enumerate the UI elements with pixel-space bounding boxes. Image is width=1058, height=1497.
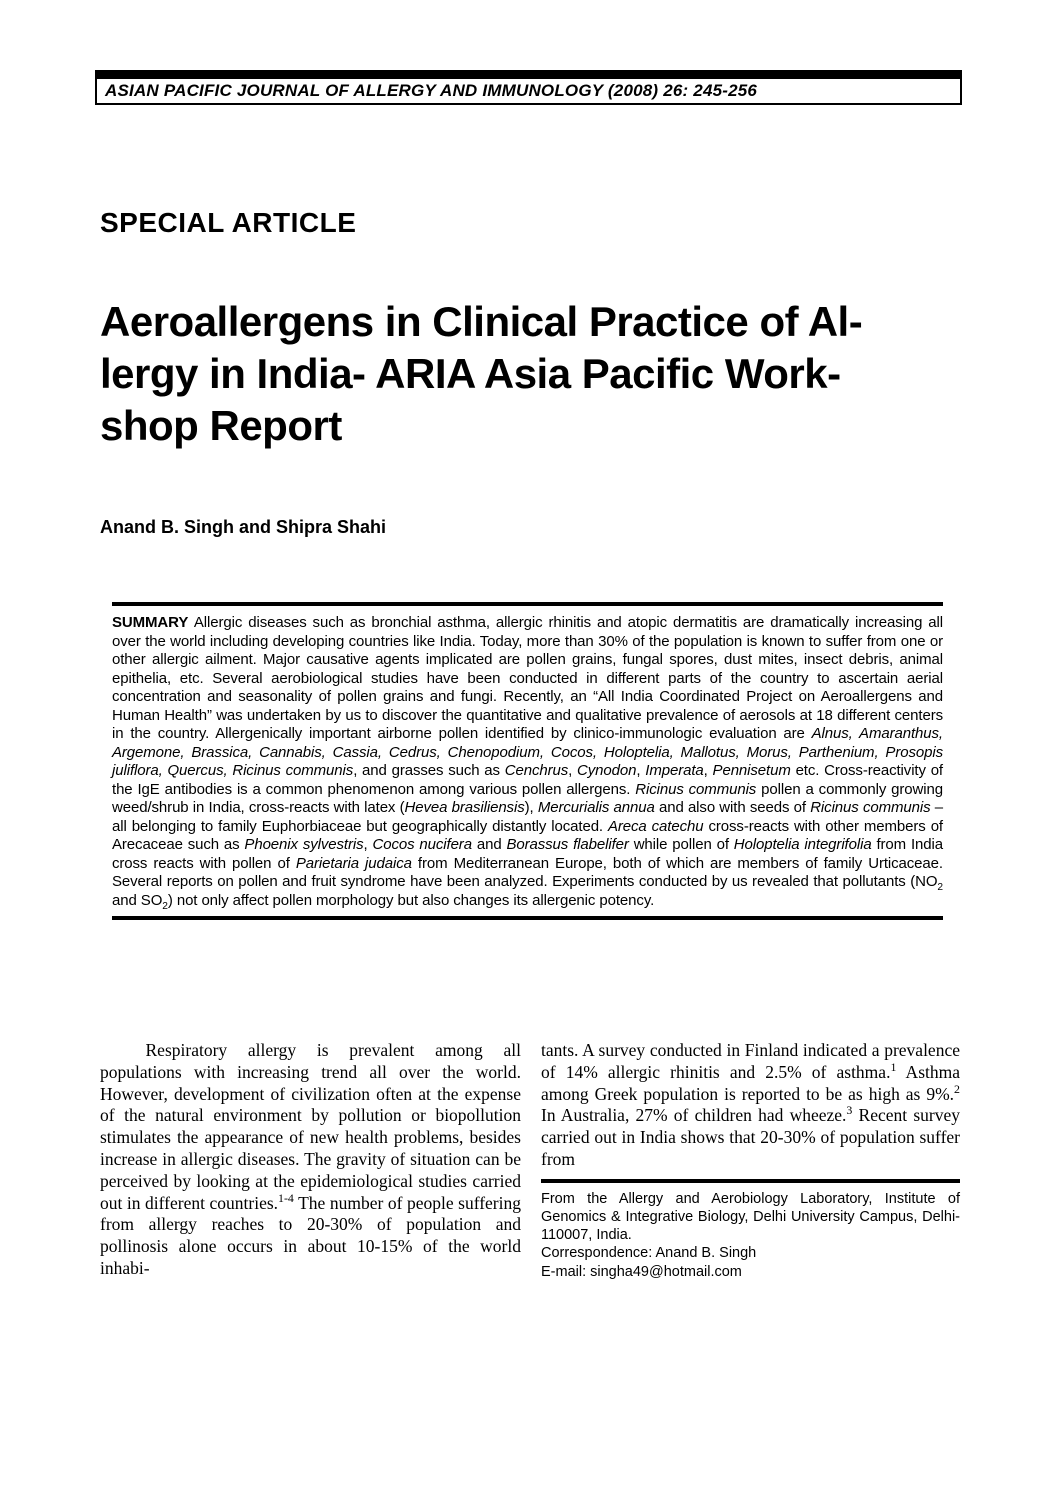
- article-title: [100, 296, 980, 452]
- body-column-left: [100, 1040, 521, 1280]
- footnote-block: [541, 1190, 960, 1281]
- footnote-affiliation: From the Allergy and Aerobiology Laboratory, Institute of Genomics & Integrative Biology, Delhi University Campus, Delhi-110007, India.: [541, 1190, 960, 1244]
- footnote-correspondence: Correspondence: Anand B. Singh: [541, 1245, 757, 1262]
- article-title-line-3: shop Report: [100, 402, 342, 449]
- summary-text: SUMMARY Allergic diseases such as bronchial asthma, allergic rhinitis and atopic dermatitis are dramatically increasing all over the world including developing countries like India. Today, more than 30% of the population is known to suffer from one or other allergic ailment. Major causative agents implicated are pollen grains, fungal spores, dust mites, insect debris, animal epithelia, etc. Several aerobiological studies have been conducted in different parts of the country to ascertain aerial concentration and seasonality of pollen grains and fungi. Recently, an “All India Coordinated Project on Aeroallergens and Human Health” was undertaken by us to discover the quantitative and qualitative prevalence of aerosols at 18 different centers in the country. Allergenically important airborne pollen identified by clinico-immunologic evaluation are Alnus, Amaranthus, Argemone, Brassica, Cannabis, Cassia, Cedrus, Chenopodium, Cocos, Holoptelia, Mallotus, Morus, Parthenium, Prosopis juliflora, Quercus, Ricinus communis, and grasses such as Cenchrus, Cynodon, Imperata, Pennisetum etc. Cross-reactivity of the IgE antibodies is a common phenomenon among various pollen allergens. Ricinus communis pollen a commonly growing weed/shrub in India, cross-reacts with latex (Hevea brasiliensis), Mercurialis annua and also with seeds of Ricinus communis – all belonging to family Euphorbiaceae but geographically distantly located. Areca catechu cross-reacts with other members of Arecaceae such as Phoenix sylvestris, Cocos nucifera and Borassus flabelifer while pollen of Holoptelia integrifolia from India cross reacts with pollen of Parietaria judaica from Mediterranean Europe, both of which are members of family Urticaceae. Several reports on pollen and fruit syndrome have been analyzed. Experiments conducted by us revealed that pollutants ($NO_2$ and $SO_2$) not only affect pollen morphology but also changes its allergenic potency.: [112, 614, 943, 912]
- body-column-right: [541, 1040, 960, 1281]
- body-left-paragraph: Respiratory allergy is prevalent among all populations with increasing trend all over the world. However, development of civilization often at the expense of the natural environment by pollution or biopollution stimulates the appearance of new health problems, besides increase in allergic diseases. The gravity of situation can be perceived by looking at the epidemiological studies carried out in different countries.$^{1-4}$ The number of people suffering from allergy reaches to 20-30% of population and pollinosis alone occurs in about 10-15% of the world inhabi-: [100, 1040, 521, 1278]
- article-title-line-1: Aeroallergens in Clinical Practice of Al-: [100, 298, 863, 345]
- article-title-line-2: lergy in India- ARIA Asia Pacific Work-: [100, 350, 841, 397]
- section-label: SPECIAL ARTICLE: [100, 207, 357, 238]
- journal-header-box: [95, 70, 962, 105]
- footnote-email: E-mail: singha49@hotmail.com: [541, 1263, 742, 1280]
- footnote-divider: [541, 1179, 960, 1183]
- summary-block: [112, 602, 943, 920]
- authors-line: Anand B. Singh and Shipra Shahi: [100, 517, 387, 537]
- journal-header-text: ASIAN PACIFIC JOURNAL OF ALLERGY AND IMMUNOLOGY (2008) 26: 245-256: [105, 81, 758, 100]
- body-right-paragraph: tants. A survey conducted in Finland indicated a prevalence of 14% allergic rhinitis and 2.5% of asthma.$^1$ Asthma among Greek population is reported to be as high as 9%.$^2$ In Australia, 27% of children had wheeze.$^3$ Recent survey carried out in India shows that 20-30% of population suffer from: [541, 1040, 960, 1169]
